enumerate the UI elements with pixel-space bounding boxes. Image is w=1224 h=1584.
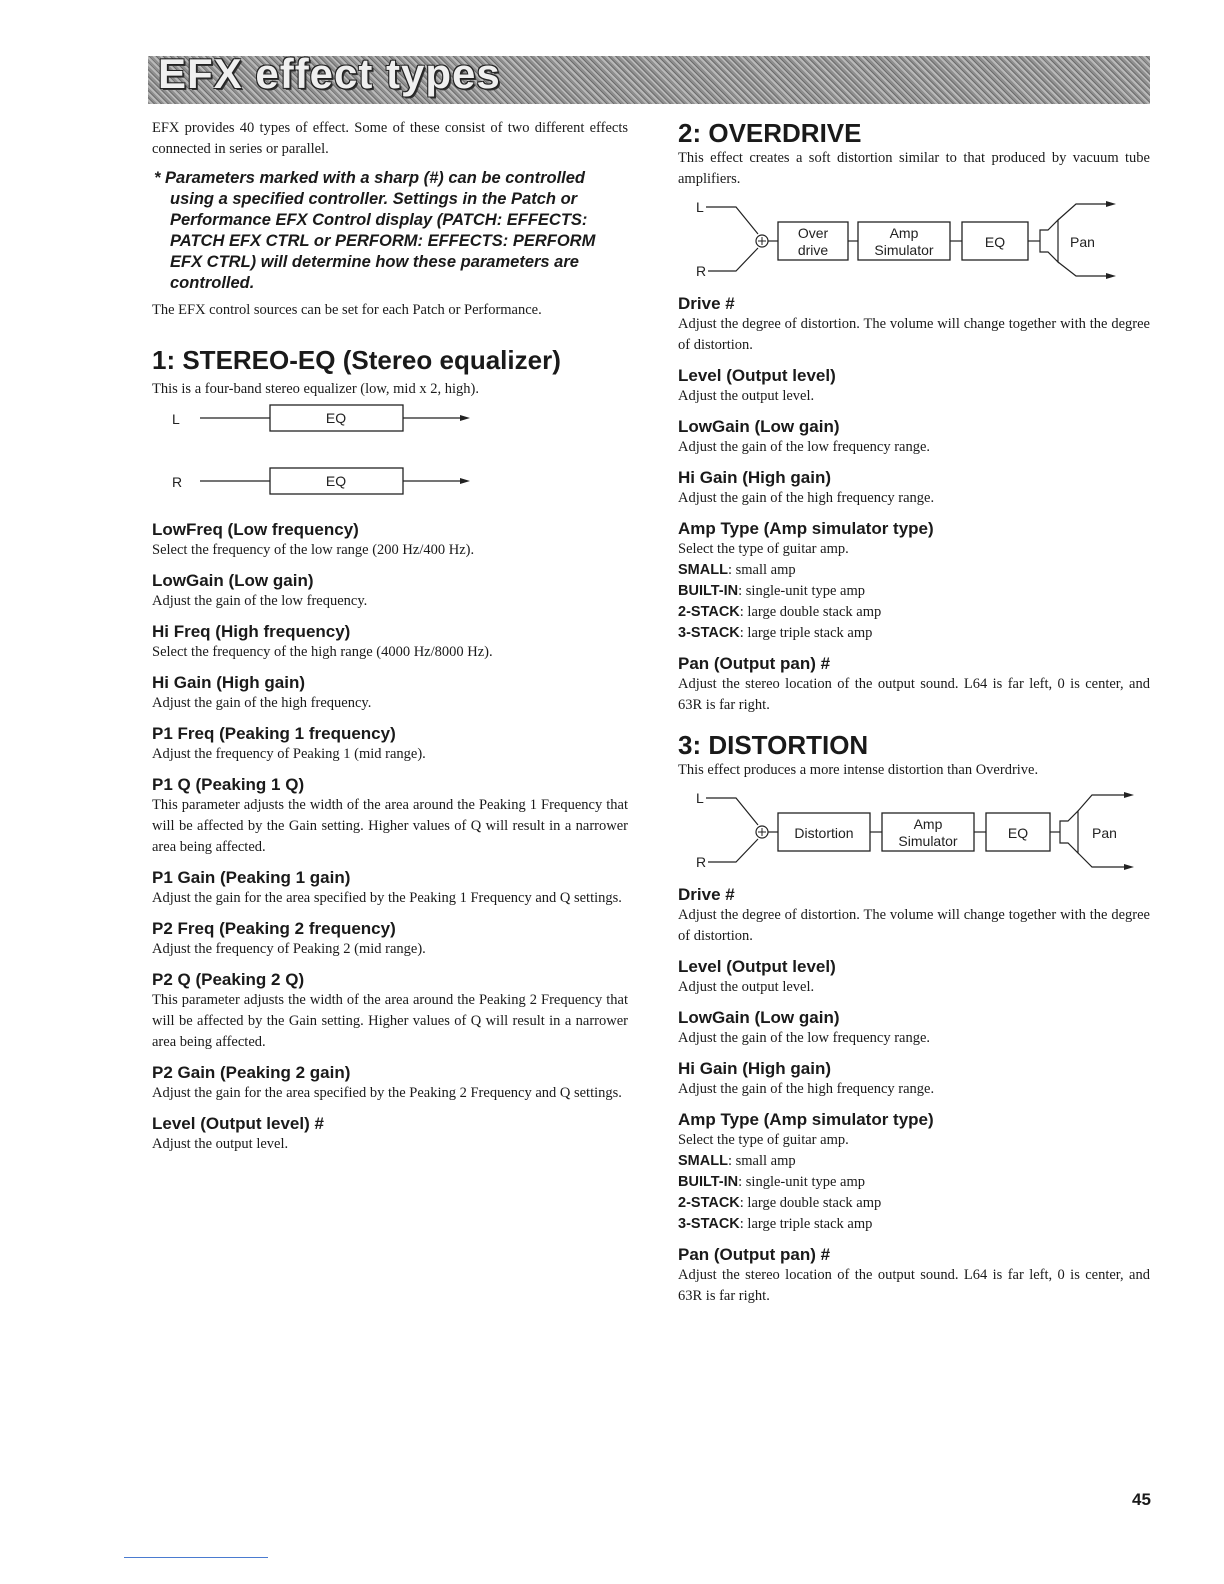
diagram-input-l: L bbox=[172, 411, 180, 427]
parameter-name: P2 Gain (Peaking 2 gain) bbox=[152, 1063, 351, 1082]
dist-lowgain-name: LowGain (Low gain) bbox=[678, 1008, 840, 1027]
pan-icon bbox=[1040, 220, 1058, 262]
amp-option bbox=[678, 1214, 1150, 1235]
parameter-desc: This parameter adjusts the width of the area around the Peaking 2 Frequency that will be affected by the Gain setting. Higher values of Q will result in a narrower area being affected. bbox=[152, 992, 628, 1050]
overdrive-title: 2: OVERDRIVE bbox=[678, 118, 862, 148]
pan-icon bbox=[1060, 811, 1078, 853]
overdrive-block-line2: drive bbox=[797, 242, 829, 258]
pan-label: Pan bbox=[1092, 825, 1117, 841]
amp-option bbox=[678, 1193, 1150, 1214]
parameter bbox=[152, 673, 628, 714]
parameter bbox=[152, 622, 628, 663]
page-number: 45 bbox=[1132, 1490, 1151, 1509]
od-amptype-name: Amp Type (Amp simulator type) bbox=[678, 519, 934, 538]
parameter-desc: Adjust the gain for the area specified by the Peaking 1 Frequency and Q settings. bbox=[152, 890, 622, 906]
arrow-icon bbox=[1106, 201, 1116, 207]
amp-option-text: : large double stack amp bbox=[739, 604, 882, 620]
overdrive-diagram bbox=[678, 190, 1150, 284]
diagram-input-r: R bbox=[696, 263, 707, 279]
parameter-desc: Adjust the gain for the area specified by the Peaking 2 Frequency and Q settings. bbox=[152, 1085, 622, 1101]
arrow-icon bbox=[460, 478, 470, 484]
parameter-name: P2 Freq (Peaking 2 frequency) bbox=[152, 919, 396, 938]
amp-option-text: : small amp bbox=[727, 1153, 796, 1169]
parameter bbox=[152, 775, 628, 858]
stereo-eq-title: 1: STEREO-EQ (Stereo equalizer) bbox=[152, 345, 561, 375]
intro-text: EFX provides 40 types of effect. Some of these consist of two different effects connected in series or parallel. bbox=[152, 120, 628, 157]
parameter bbox=[152, 520, 628, 561]
parameter-name: LowGain (Low gain) bbox=[152, 571, 314, 590]
parameter bbox=[152, 919, 628, 960]
od-pan-name: Pan (Output pan) # bbox=[678, 654, 831, 673]
parameter-desc: Adjust the output level. bbox=[152, 1136, 289, 1152]
parameter bbox=[152, 724, 628, 765]
stereo-eq-diagram bbox=[152, 400, 628, 510]
parameter-name: P1 Q (Peaking 1 Q) bbox=[152, 775, 305, 794]
stereo-eq-parameters bbox=[152, 520, 628, 1155]
amp-option-text: : single-unit type amp bbox=[738, 1174, 865, 1190]
amp-simulator-line2: Simulator bbox=[898, 833, 958, 849]
dist-amptype-desc: Select the type of guitar amp. bbox=[678, 1132, 849, 1148]
parameter-desc: Adjust the frequency of Peaking 1 (mid range). bbox=[152, 746, 426, 762]
arrow-icon bbox=[1124, 792, 1134, 798]
parameter bbox=[152, 571, 628, 612]
amp-option-label: 2-STACK bbox=[678, 1195, 740, 1211]
amp-simulator-line1: Amp bbox=[889, 225, 919, 241]
parameter-desc: This parameter adjusts the width of the area around the Peaking 1 Frequency that will be affected by the Gain setting. Higher values of Q will result in a narrower area being affected. bbox=[152, 797, 628, 855]
arrow-icon bbox=[1124, 864, 1134, 870]
distortion-block-label: Distortion bbox=[794, 825, 854, 841]
amp-option-text: : small amp bbox=[727, 562, 796, 578]
left-column bbox=[152, 118, 628, 1155]
parameter-desc: Select the frequency of the high range (4000 Hz/8000 Hz). bbox=[152, 644, 493, 660]
amp-option bbox=[678, 623, 1150, 644]
amp-option-label: SMALL bbox=[678, 562, 728, 578]
dist-lowgain-desc: Adjust the gain of the low frequency range. bbox=[678, 1030, 931, 1046]
od-lowgain-desc: Adjust the gain of the low frequency range. bbox=[678, 439, 931, 455]
diagram-input-l: L bbox=[696, 790, 704, 806]
od-pan-desc: Adjust the stereo location of the output sound. L64 is far left, 0 is center, and 63R is far right. bbox=[678, 676, 1150, 713]
overdrive-block-line1: Over bbox=[797, 225, 829, 241]
eq-block-label: EQ bbox=[984, 234, 1006, 250]
parameter-name: Hi Freq (High frequency) bbox=[152, 622, 351, 641]
note-bullet: * bbox=[154, 169, 161, 187]
footer-rule bbox=[124, 1557, 268, 1558]
arrow-icon bbox=[1106, 273, 1116, 279]
amp-option-text: : single-unit type amp bbox=[738, 583, 865, 599]
distortion-title: 3: DISTORTION bbox=[678, 730, 869, 760]
diagram-input-r: R bbox=[172, 474, 183, 490]
dist-pan-name: Pan (Output pan) # bbox=[678, 1245, 831, 1264]
od-drive-name: Drive # bbox=[678, 294, 735, 313]
dist-drive-name: Drive # bbox=[678, 885, 735, 904]
diagram-input-r: R bbox=[696, 854, 707, 870]
diagram-input-l: L bbox=[696, 199, 704, 215]
parameter bbox=[152, 1063, 628, 1104]
amp-simulator-line1: Amp bbox=[913, 816, 943, 832]
dist-level-desc: Adjust the output level. bbox=[678, 979, 815, 995]
note-text: Parameters marked with a sharp (#) can be controlled using a specified controller. Settings in the Patch or Performance EFX Control display (PATCH: EFFECTS: PATCH EFX CTRL or PERFORM: EFFECTS: PERFORM EFX CTRL) will determine how these parameters are controlled. bbox=[165, 169, 596, 292]
dist-amptype-name: Amp Type (Amp simulator type) bbox=[678, 1110, 934, 1129]
amp-option-label: SMALL bbox=[678, 1153, 728, 1169]
od-higain-name: Hi Gain (High gain) bbox=[678, 468, 831, 487]
eq-block-left-label: EQ bbox=[325, 410, 347, 426]
parameter-desc: Adjust the gain of the low frequency. bbox=[152, 593, 368, 609]
banner-title: EFX effect types bbox=[158, 56, 501, 97]
amp-option-label: 3-STACK bbox=[678, 625, 740, 641]
parameter-name: Hi Gain (High gain) bbox=[152, 673, 305, 692]
amp-option bbox=[678, 560, 1150, 581]
overdrive-desc: This effect creates a soft distortion similar to that produced by vacuum tube amplifiers. bbox=[678, 150, 1150, 187]
dist-higain-name: Hi Gain (High gain) bbox=[678, 1059, 831, 1078]
arrow-icon bbox=[460, 415, 470, 421]
parameter-name: P1 Gain (Peaking 1 gain) bbox=[152, 868, 351, 887]
od-level-desc: Adjust the output level. bbox=[678, 388, 815, 404]
amp-option bbox=[678, 1151, 1150, 1172]
amp-option-label: 2-STACK bbox=[678, 604, 740, 620]
amp-option bbox=[678, 602, 1150, 623]
amp-option-text: : large triple stack amp bbox=[739, 625, 873, 641]
amp-option-text: : large triple stack amp bbox=[739, 1216, 873, 1232]
eq-block-label: EQ bbox=[1007, 825, 1029, 841]
od-level-name: Level (Output level) bbox=[678, 366, 836, 385]
amp-option-text: : large double stack amp bbox=[739, 1195, 882, 1211]
od-drive-desc: Adjust the degree of distortion. The volume will change together with the degree of distortion. bbox=[678, 316, 1150, 353]
dist-level-name: Level (Output level) bbox=[678, 957, 836, 976]
parameter-desc: Adjust the frequency of Peaking 2 (mid range). bbox=[152, 941, 426, 957]
parameter bbox=[152, 868, 628, 909]
od-lowgain-name: LowGain (Low gain) bbox=[678, 417, 840, 436]
parameter-name: P1 Freq (Peaking 1 frequency) bbox=[152, 724, 396, 743]
right-column bbox=[678, 118, 1150, 1307]
dist-higain-desc: Adjust the gain of the high frequency range. bbox=[678, 1081, 935, 1097]
distortion-diagram bbox=[678, 781, 1150, 875]
eq-block-right-label: EQ bbox=[325, 473, 347, 489]
amp-option-label: BUILT-IN bbox=[678, 583, 739, 599]
od-amptype-desc: Select the type of guitar amp. bbox=[678, 541, 849, 557]
amp-option-label: BUILT-IN bbox=[678, 1174, 739, 1190]
amp-option-label: 3-STACK bbox=[678, 1216, 740, 1232]
parameter-name: P2 Q (Peaking 2 Q) bbox=[152, 970, 305, 989]
od-higain-desc: Adjust the gain of the high frequency range. bbox=[678, 490, 935, 506]
parameter-desc: Select the frequency of the low range (200 Hz/400 Hz). bbox=[152, 542, 475, 558]
amp-simulator-line2: Simulator bbox=[874, 242, 934, 258]
amp-option bbox=[678, 581, 1150, 602]
control-source-text: The EFX control sources can be set for each Patch or Performance. bbox=[152, 302, 542, 318]
section-banner bbox=[148, 56, 1150, 104]
distortion-desc: This effect produces a more intense distortion than Overdrive. bbox=[678, 762, 1039, 778]
dist-pan-desc: Adjust the stereo location of the output sound. L64 is far left, 0 is center, and 63R is far right. bbox=[678, 1267, 1150, 1304]
pan-label: Pan bbox=[1070, 234, 1095, 250]
parameter bbox=[152, 1114, 628, 1155]
sharp-parameter-note bbox=[152, 168, 628, 294]
amp-option bbox=[678, 1172, 1150, 1193]
parameter-name: LowFreq (Low frequency) bbox=[152, 520, 359, 539]
parameter-desc: Adjust the gain of the high frequency. bbox=[152, 695, 372, 711]
parameter-name: Level (Output level) # bbox=[152, 1114, 324, 1133]
stereo-eq-desc: This is a four-band stereo equalizer (low, mid x 2, high). bbox=[152, 381, 479, 397]
parameter bbox=[152, 970, 628, 1053]
dist-drive-desc: Adjust the degree of distortion. The volume will change together with the degree of distortion. bbox=[678, 907, 1150, 944]
